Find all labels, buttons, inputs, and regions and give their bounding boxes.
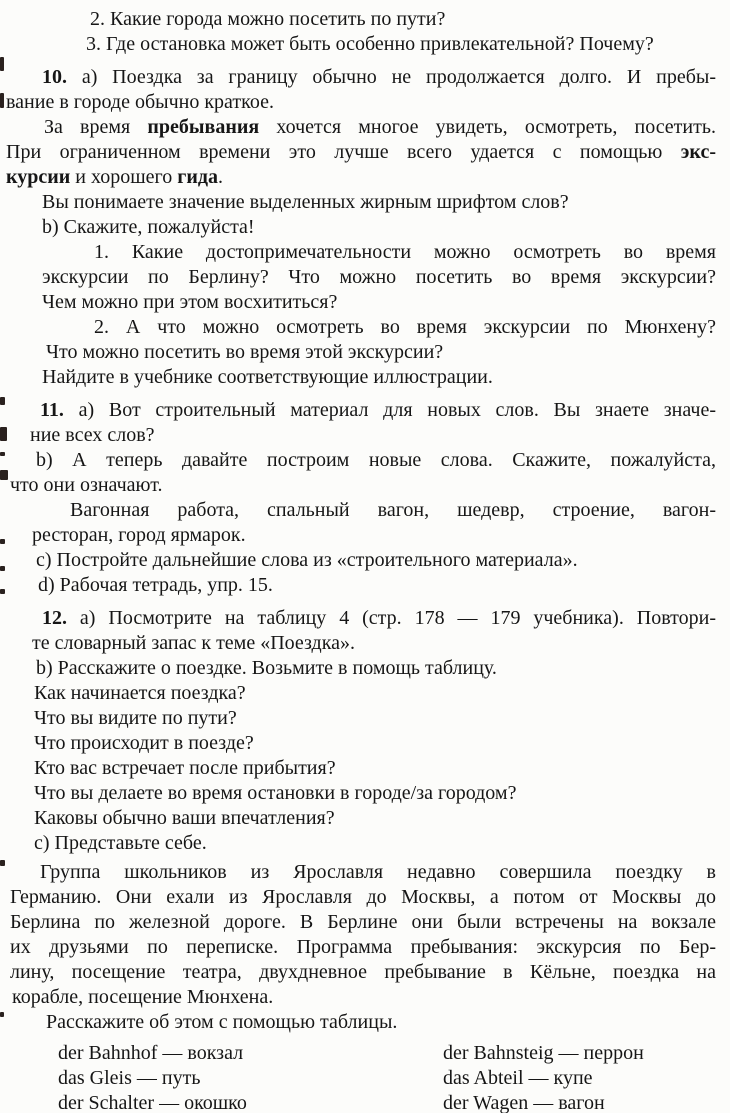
text-line: [30, 423, 716, 448]
text-line: [90, 7, 716, 32]
text: и хорошего: [70, 166, 178, 188]
bold-text: экс-: [680, 141, 716, 163]
scan-mark: [0, 470, 8, 480]
text-line: [42, 290, 716, 315]
text: корабле, посещение Мюнхена.: [12, 986, 274, 1008]
text: Что вы видите по пути?: [34, 707, 237, 729]
text-line: [42, 190, 716, 215]
text: b) Расскажите о поездке. Возьмите в помощь таблицу.: [36, 657, 497, 679]
text: те словарный запас к теме «Поездка».: [32, 632, 356, 654]
text: Чем можно при этом восхититься?: [42, 291, 338, 313]
vocab-entry-left: der Schalter — окошко: [58, 1092, 247, 1113]
vocab-table: [0, 1041, 730, 1113]
text-line: [94, 240, 716, 265]
text-line: [6, 140, 716, 165]
text: .: [217, 166, 223, 188]
text: Что можно посетить во время этой экскурсии?: [46, 341, 444, 363]
text-line: [36, 656, 716, 681]
text-line: [46, 1010, 716, 1035]
scan-mark: [0, 1012, 4, 1017]
vocab-entry-left: der Bahnhof — вокзал: [58, 1042, 244, 1064]
text: ресторан, город ярмарок.: [32, 524, 246, 546]
bold-text: 11.: [40, 399, 64, 421]
text: 2. А что можно осмотреть во время экскурсии по Мюнхену?: [94, 316, 716, 338]
text: Вы понимаете значение выделенных жирным шрифтом слов?: [42, 191, 569, 213]
text-line: [6, 90, 716, 115]
text: b) А теперь давайте построим новые слова. Скажите, пожалуйста,: [36, 449, 716, 471]
text: Кто вас встречает после прибытия?: [34, 757, 336, 779]
scan-mark: [0, 860, 5, 866]
text: За время: [44, 116, 148, 138]
text-line: [34, 681, 716, 706]
text: c) Представьте себе.: [34, 832, 207, 854]
text: При ограниченном времени это лучше всего удается с помощью: [6, 141, 681, 163]
text-line: [36, 548, 716, 573]
text-line: [40, 398, 716, 423]
text-line: [12, 985, 716, 1010]
vocab-row: [6, 1091, 716, 1113]
vocab-entry-left: das Gleis — путь: [58, 1067, 201, 1089]
text-line: [36, 448, 716, 473]
text: Найдите в учебнике соответствующие иллюстрации.: [42, 366, 493, 388]
scan-mark: [0, 566, 5, 571]
scan-mark: [0, 539, 5, 544]
text: Германию. Они ехали из Ярославля до Москвы, а потом от Москвы до: [10, 886, 716, 908]
text-line: [42, 65, 716, 90]
text: Что вы делаете во время остановки в городе/за городом?: [34, 782, 517, 804]
text: Вагонная работа, спальный вагон, шедевр, строение, вагон-: [70, 499, 716, 521]
text: вание в городе обычно краткое.: [6, 91, 274, 113]
text-line: [34, 831, 716, 856]
text: а) Посмотрите на таблицу 4 (стр. 178 — 179 учебника). Повтори-: [67, 607, 716, 629]
text-line: [34, 706, 716, 731]
text: Группа школьников из Ярославля недавно совершила поездку в: [40, 861, 716, 883]
text: Берлина по железной дороге. В Берлине они были встречены на вокзале: [10, 911, 716, 933]
bold-text: гида: [177, 166, 218, 188]
text-line: [32, 523, 716, 548]
text: 3. Где остановка может быть особенно привлекательной? Почему?: [86, 33, 654, 55]
bold-text: 10.: [42, 66, 67, 88]
text-line: [34, 806, 716, 831]
text-line: [42, 215, 716, 240]
text-line: [10, 910, 716, 935]
bold-text: пребывания: [147, 116, 260, 138]
text-line: [42, 365, 716, 390]
text: а) Поездка за границу обычно не продолжается долго. И пребы-: [67, 66, 716, 88]
text-line: [32, 631, 716, 656]
text: 1. Какие достопримечательности можно осмотреть во время: [94, 241, 716, 263]
text-line: [34, 756, 716, 781]
text-line: [10, 935, 716, 960]
bold-text: курсии: [6, 166, 71, 188]
text-line: [6, 165, 716, 190]
text-line: [34, 731, 716, 756]
text: d) Рабочая тетрадь, упр. 15.: [38, 574, 273, 596]
text: Каковы обычно ваши впечатления?: [34, 807, 335, 829]
scan-mark: [0, 397, 5, 405]
scan-mark: [0, 427, 7, 441]
scan-mark: [0, 57, 4, 71]
text: их друзьями по переписке. Программа пребывания: экскурсия по Бер-: [10, 936, 716, 958]
text-line: [44, 115, 716, 140]
scan-mark: [0, 93, 4, 108]
text: что они означают.: [10, 474, 163, 496]
bold-text: 12.: [42, 607, 67, 629]
text-line: [94, 315, 716, 340]
text: b) Скажите, пожалуйста!: [42, 216, 255, 238]
vocab-entry-right: das Abteil — купе: [443, 1067, 593, 1089]
text-line: [40, 860, 716, 885]
vocab-row: [6, 1066, 716, 1091]
text-line: [10, 960, 716, 985]
text: Что происходит в поезде?: [34, 732, 254, 754]
text: c) Постройте дальнейшие слова из «строительного материала».: [36, 549, 578, 571]
text-line: [86, 32, 716, 57]
vocab-row: [6, 1041, 716, 1066]
text: 2. Какие города можно посетить по пути?: [90, 8, 446, 30]
text-line: [10, 473, 716, 498]
text-line: [10, 885, 716, 910]
vocab-entry-right: der Wagen — вагон: [443, 1092, 605, 1113]
text-line: [42, 265, 716, 290]
text: экскурсии по Берлину? Что можно посетить во время экскурсии?: [42, 266, 716, 288]
text: а) Вот строительный материал для новых слов. Вы знаете значе-: [63, 399, 716, 421]
text-line: [34, 781, 716, 806]
text: лину, посещение театра, двухдневное пребывание в Кёльне, поездка на: [10, 961, 716, 983]
text: Как начинается поездка?: [34, 682, 246, 704]
vocab-entry-right: der Bahnsteig — перрон: [443, 1042, 644, 1064]
text-line: [70, 498, 716, 523]
text-line: [38, 573, 716, 598]
text: хочется многое увидеть, осмотреть, посетить.: [259, 116, 716, 138]
text-line: [46, 340, 716, 365]
text: ние всех слов?: [30, 424, 155, 446]
scan-mark: [0, 452, 5, 456]
text: Расскажите об этом с помощью таблицы.: [46, 1011, 398, 1033]
text-line: [42, 606, 716, 631]
scan-mark: [0, 589, 5, 594]
